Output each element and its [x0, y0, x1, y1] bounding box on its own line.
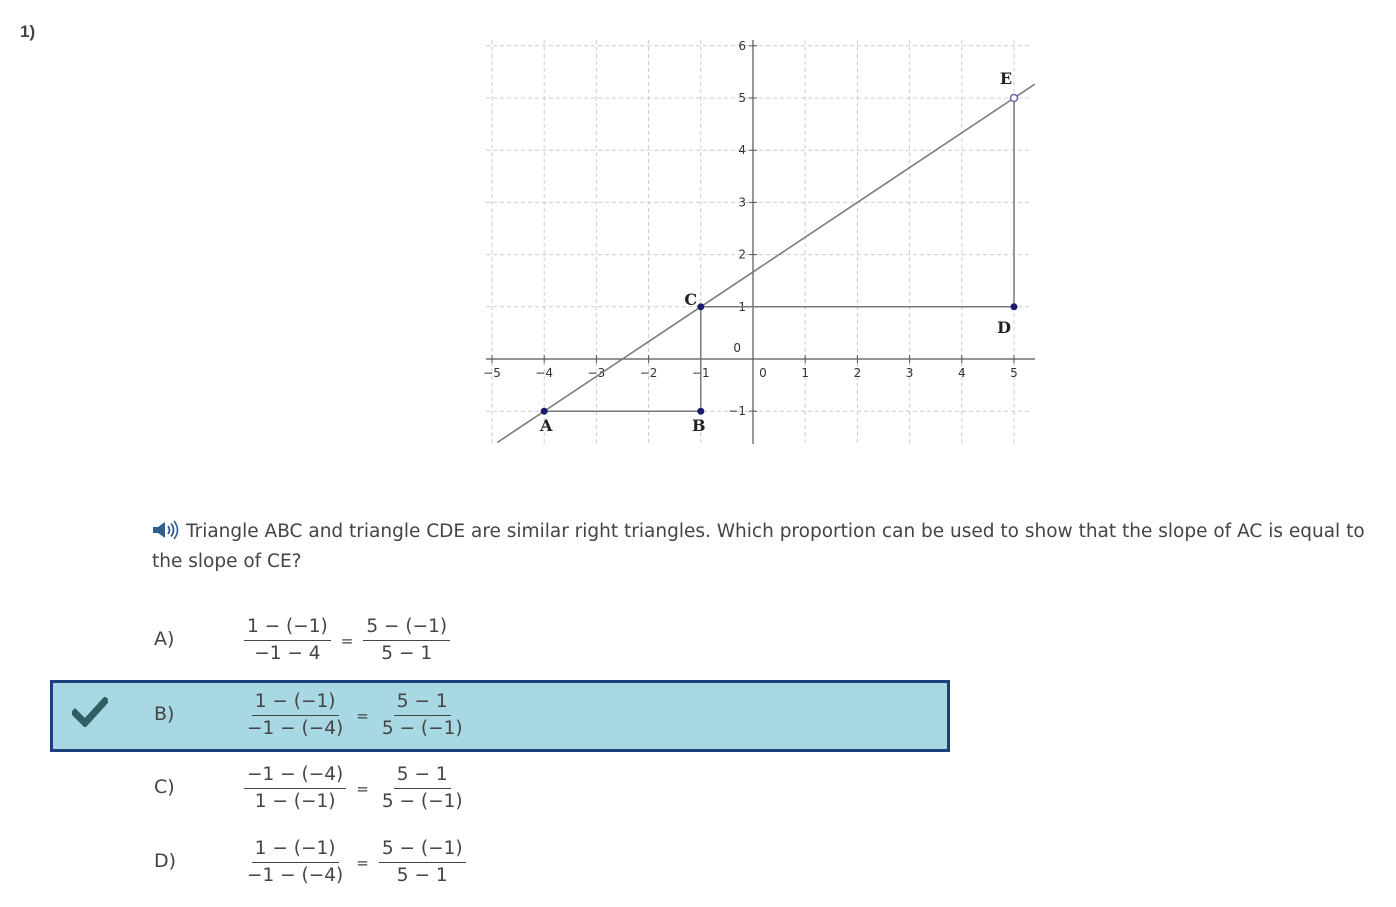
answer-choice-b[interactable]: [50, 680, 950, 752]
left-numerator: 1 − (−1): [252, 838, 339, 863]
point-label-b: B: [692, 416, 706, 436]
y-tick-label: 0: [733, 341, 741, 355]
left-fraction: [244, 838, 346, 887]
question-text-block: [152, 518, 1367, 575]
right-denominator: 5 − 1: [396, 865, 448, 886]
point-e: [1011, 95, 1018, 102]
x-tick-label: 5: [1010, 366, 1018, 380]
x-tick-label: −3: [587, 366, 606, 380]
left-fraction: [244, 616, 331, 665]
right-numerator: 5 − (−1): [363, 616, 450, 641]
equals-sign: =: [356, 853, 369, 872]
left-numerator: 1 − (−1): [252, 691, 339, 716]
line-through-a-c-e: [497, 84, 1035, 442]
point-a: [541, 408, 548, 415]
x-tick-label: −2: [639, 366, 658, 380]
answer-choice-c[interactable]: [50, 753, 950, 825]
question-text: Triangle ABC and triangle CDE are similar right triangles. Which proportion can be used to show that the slope of AC is equal to the slope of CE?: [152, 521, 1365, 572]
equals-sign: =: [340, 631, 354, 650]
choice-letter: D): [154, 850, 177, 872]
x-tick-label: 1: [801, 366, 810, 380]
answer-choice-a[interactable]: [50, 605, 950, 677]
y-tick-label: 5: [738, 91, 746, 105]
y-tick-label: 1: [738, 299, 746, 314]
speaker-icon[interactable]: [152, 520, 180, 548]
y-tick-label: 2: [738, 247, 746, 262]
left-denominator: −1 − 4: [254, 643, 321, 664]
point-label-e: E: [999, 69, 1013, 88]
checkmark-icon: [72, 697, 108, 731]
x-tick-label: 2: [853, 366, 862, 380]
right-fraction: [379, 764, 466, 813]
answer-choice-d[interactable]: [50, 827, 950, 899]
right-numerator: 5 − 1: [394, 764, 451, 789]
equals-sign: =: [356, 779, 369, 798]
y-tick-label: 3: [738, 195, 746, 210]
right-denominator: 5 − (−1): [381, 791, 463, 812]
left-denominator: −1 − (−4): [247, 865, 344, 886]
proportion-equation: [244, 691, 466, 740]
x-tick-label: −1: [691, 366, 710, 380]
right-denominator: 5 − 1: [381, 643, 433, 664]
point-b: [697, 408, 704, 415]
point-d: [1011, 303, 1018, 310]
choice-letter: B): [154, 703, 175, 725]
right-numerator: 5 − 1: [394, 691, 451, 716]
point-label-a: A: [539, 416, 553, 436]
right-fraction: [363, 616, 450, 665]
proportion-equation: [244, 764, 466, 813]
coordinate-graph: [480, 36, 1040, 448]
y-tick-label: 6: [738, 38, 746, 53]
left-numerator: −1 − (−4): [244, 764, 346, 789]
left-fraction: [244, 764, 346, 813]
choice-letter: A): [154, 628, 175, 650]
right-denominator: 5 − (−1): [381, 718, 463, 739]
x-tick-label: −4: [535, 366, 554, 380]
right-numerator: 5 − (−1): [379, 838, 466, 863]
left-numerator: 1 − (−1): [244, 616, 331, 641]
point-label-c: C: [684, 289, 698, 309]
right-fraction: [379, 838, 466, 887]
x-tick-label: −5: [483, 366, 501, 380]
x-tick-label: 4: [957, 366, 966, 380]
y-tick-label: 4: [738, 143, 746, 158]
x-tick-label: 0: [759, 366, 767, 380]
equals-sign: =: [356, 706, 369, 725]
right-fraction: [379, 691, 466, 740]
choice-letter: C): [154, 776, 175, 798]
proportion-equation: [244, 616, 450, 665]
x-tick-label: 3: [905, 366, 914, 380]
proportion-equation: [244, 838, 466, 887]
y-tick-label: −1: [728, 404, 746, 419]
point-label-d: D: [997, 317, 1011, 337]
left-fraction: [244, 691, 346, 740]
left-denominator: 1 − (−1): [254, 791, 336, 812]
point-c: [697, 303, 704, 310]
left-denominator: −1 − (−4): [247, 718, 344, 739]
question-number: 1): [20, 22, 36, 41]
